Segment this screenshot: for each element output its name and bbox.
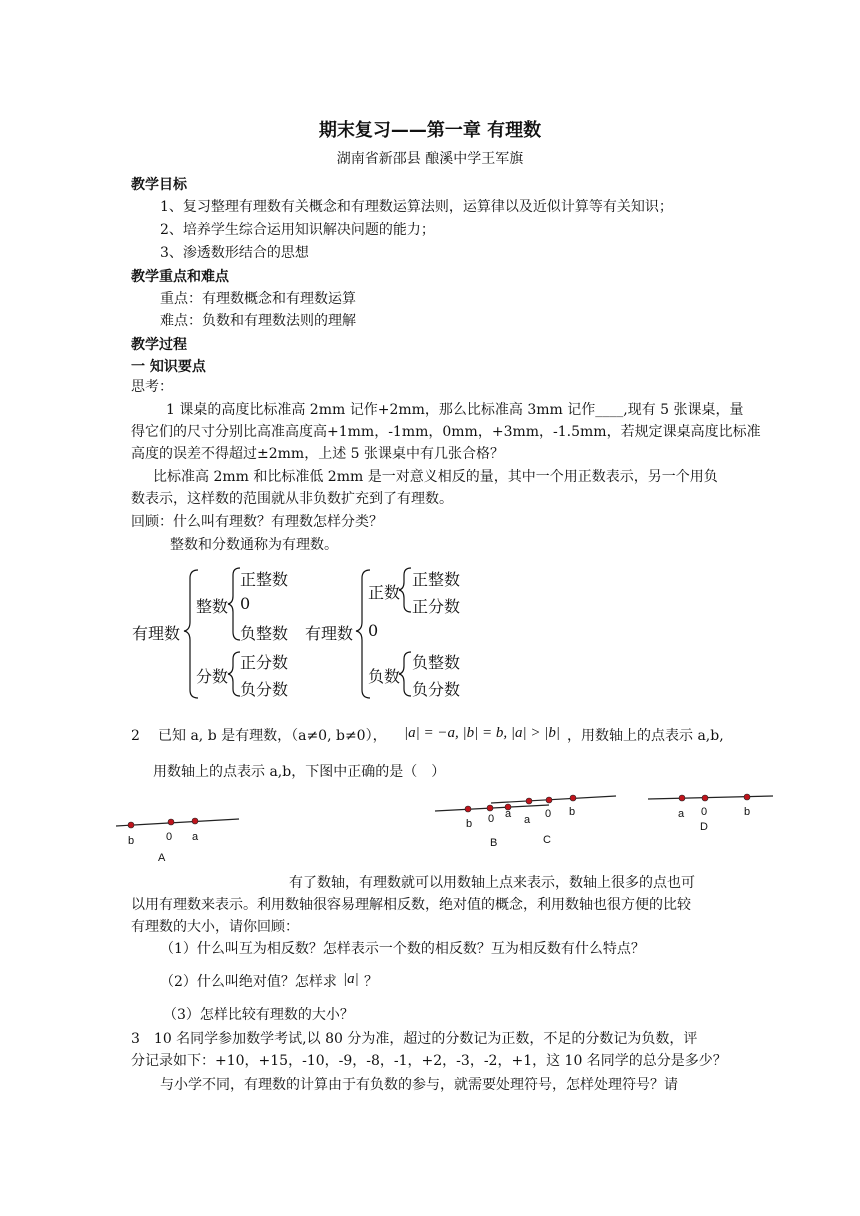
axis-a-point (128, 822, 134, 828)
review-question-2-end: ？ (364, 974, 378, 990)
tree2-neg-frac: 负分数 (412, 680, 461, 699)
part1-heading: 一 知识要点 (131, 359, 206, 375)
axis-c-label-b: b (569, 806, 576, 818)
q2-formula: |a| = −a, |b| = b, |a| > |b| (404, 725, 560, 741)
tree2-neg-int: 负整数 (412, 653, 461, 672)
q1-line: 高度的误差不得超过±2mm，上述 5 张课桌中有几张合格？ (131, 446, 504, 462)
axis-b-label-b: b (466, 818, 473, 830)
q3-line: 与小学不同，有理数的计算由于有负数的参与，就需要处理符号，怎样处理符号？请 (160, 1077, 678, 1093)
axis-d-name: D (700, 821, 708, 833)
review-line: 回顾：什么叫有理数？有理数怎样分类？ (131, 514, 383, 530)
axis-c-label-a: a (524, 814, 531, 826)
process-heading: 教学过程 (131, 337, 187, 353)
keypoints-heading: 教学重点和难点 (131, 269, 229, 285)
difficulty-point: 难点：负数和有理数法则的理解 (160, 313, 356, 329)
axis-d-label-a: a (678, 808, 685, 820)
axis-d-point (679, 795, 685, 801)
axis-a-line (116, 819, 239, 826)
axis-b-label-a: a (505, 808, 512, 820)
think-label: 思考： (131, 379, 173, 395)
axis-c-point (546, 797, 552, 803)
tree2-zero: 0 (368, 621, 379, 640)
axis-d-label-b: b (744, 806, 751, 818)
axis-a-point (168, 819, 174, 825)
goal-item: 1、复习整理有理数有关概念和有理数运算法则，运算律以及近似计算等有关知识； (160, 199, 673, 215)
axis-d-point (702, 795, 708, 801)
axis-para: 有了数轴，有理数就可以用数轴上点来表示，数轴上很多的点也可 (289, 875, 695, 891)
tree2-positive: 正数 (368, 583, 401, 602)
abs-a-formula: |a| (343, 971, 359, 987)
axis-b-name: B (490, 837, 498, 849)
axis-para: 以用有理数来表示。利用数轴很容易理解相反数，绝对值的概念，利用数轴也很方便的比较 (131, 897, 691, 913)
q1-para: 比标准高 2mm 和比标准低 2mm 是一对意义相反的量，其中一个用正数表示，另一个用负 (153, 469, 718, 485)
axis-b-label-0: 0 (488, 813, 495, 825)
axis-b-point (465, 806, 471, 812)
tree2-pos-frac: 正分数 (412, 597, 461, 616)
tree1-pos-int: 正整数 (240, 570, 289, 589)
review-question-3: （3）怎样比较有理数的大小？ (163, 1007, 354, 1023)
tree2-negative: 负数 (368, 667, 401, 686)
review-question-2-text: （2）什么叫绝对值？怎样求 (160, 974, 337, 990)
axis-b-point (487, 805, 493, 811)
goals-heading: 教学目标 (131, 177, 187, 193)
q2-line2: 用数轴上的点表示 a,b，下图中正确的是（ ） (153, 764, 446, 780)
axis-c-label-0: 0 (545, 808, 552, 820)
q2-number: 2 (131, 728, 140, 744)
q2-text-cont: ，用数轴上的点表示 a,b, (567, 728, 724, 744)
tree2-pos-int: 正整数 (412, 570, 461, 589)
axis-c-name: C (543, 834, 551, 846)
key-point: 重点：有理数概念和有理数运算 (160, 291, 356, 307)
axis-d-point (744, 794, 750, 800)
tree1-root: 有理数 (132, 624, 181, 643)
goal-item: 2、培养学生综合运用知识解决问题的能力； (160, 222, 435, 238)
axis-a-point (192, 818, 198, 824)
q3-line: 3 10 名同学参加数学考试,以 80 分为准，超过的分数记为正数，不足的分数记为负数，评 (131, 1031, 698, 1047)
axis-a-name: A (158, 852, 166, 864)
axis-d-label-0: 0 (701, 806, 708, 818)
axis-a-label-a: a (192, 831, 199, 843)
tree1-zero: 0 (240, 594, 251, 613)
axis-a-label-0: 0 (166, 831, 173, 843)
author-line: 湖南省新邵县 酿溪中学王军旗 (336, 151, 524, 167)
axis-a-label-b: b (128, 835, 135, 847)
tree2-root: 有理数 (305, 624, 354, 643)
axis-c-point (570, 795, 576, 801)
tree1-neg-int: 负整数 (240, 624, 289, 643)
tree1-neg-frac: 负分数 (240, 680, 289, 699)
tree1-integer: 整数 (196, 597, 229, 616)
q3-line: 分记录如下：+10，+15，-10，-9，-8，-1，+2，-3，-2，+1，这 10 名同学的总分是多少？ (131, 1053, 727, 1069)
axis-d-line (648, 796, 773, 799)
axis-para: 有理数的大小，请你回顾： (131, 919, 299, 935)
q1-line: 得它们的尺寸分别比高准高度高+1mm，-1mm，0mm，+3mm，-1.5mm，若规定课桌高度比标准 (131, 424, 761, 440)
definition-line: 整数和分数通称为有理数。 (170, 537, 338, 553)
page-title: 期末复习——第一章 有理数 (318, 120, 542, 141)
axis-c-point (526, 798, 532, 804)
goal-item: 3、渗透数形结合的思想 (160, 245, 309, 261)
q1-para: 数表示，这样数的范围就从非负数扩充到了有理数。 (131, 491, 453, 507)
q1-line: 1 课桌的高度比标准高 2mm 记作+2mm，那么比标准高 3mm 记作____,现有 5 张课桌，量 (166, 402, 744, 418)
tree1-pos-frac: 正分数 (240, 653, 289, 672)
axis-c-line (491, 796, 616, 803)
q2-text: 已知 a, b 是有理数，（a≠0, b≠0）， (158, 728, 387, 744)
review-question-1: （1）什么叫互为相反数？怎样表示一个数的相反数？互为相反数有什么特点？ (160, 941, 645, 957)
tree1-fraction: 分数 (196, 667, 229, 686)
